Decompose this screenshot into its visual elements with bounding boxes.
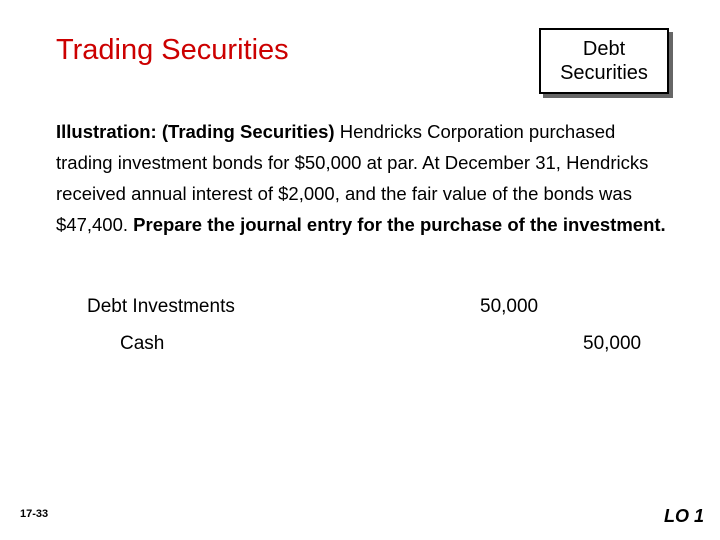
- debit-account: Debt Investments: [87, 296, 235, 317]
- illustration-instruction: Prepare the journal entry for the purchase of the investment.: [133, 214, 666, 235]
- debit-amount: 50,000: [480, 296, 539, 317]
- illustration-label: Illustration:: [56, 121, 157, 142]
- illustration-text: Hendricks Corporation purchased trading investment bonds for $50,000 at par. At December 31, Hendricks received annual interest of $2,000, and the fair value of the bonds was $47,400.: [56, 121, 649, 235]
- badge-line-1: Debt: [582, 38, 626, 60]
- credit-account: Cash: [120, 333, 165, 354]
- illustration-topic: (Trading Securities): [161, 121, 335, 142]
- learning-objective: LO 1: [664, 506, 705, 526]
- badge-line-2: Securities: [560, 62, 648, 84]
- slide-title: Trading Securities: [56, 34, 289, 66]
- slide-number: 17-33: [20, 508, 49, 520]
- credit-amount: 50,000: [583, 333, 642, 354]
- topic-badge: [539, 28, 669, 94]
- illustration-paragraph: [56, 116, 666, 240]
